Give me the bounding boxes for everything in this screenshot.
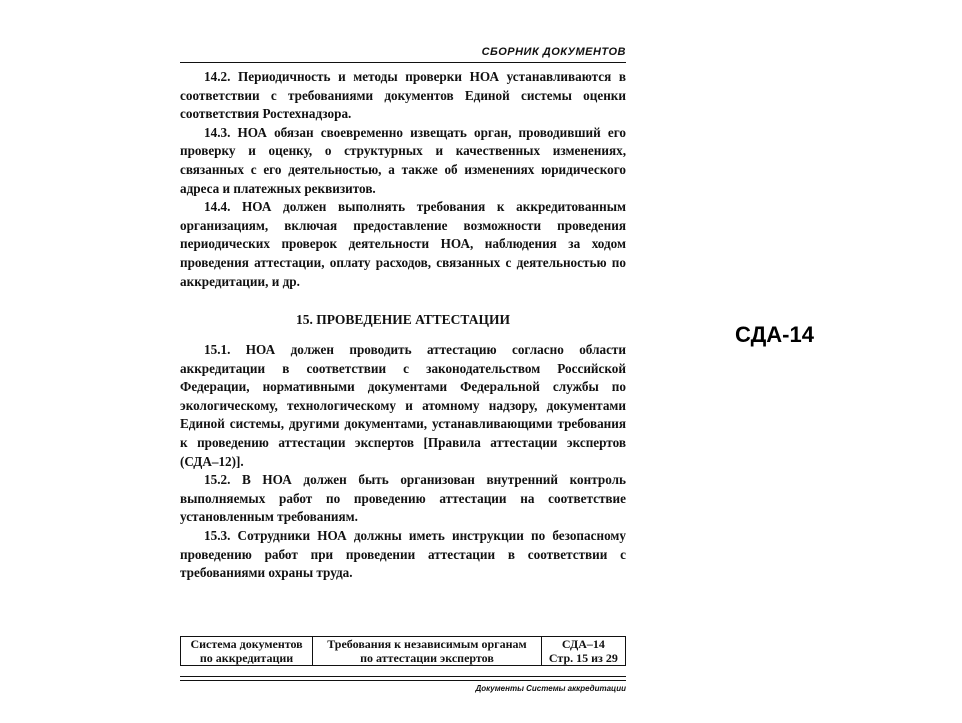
footer-title-line2: по аттестации экспертов [360, 651, 494, 665]
section-title: 15. ПРОВЕДЕНИЕ АТТЕСТАЦИИ [295, 312, 510, 327]
paragraph-15-3: 15.3. Сотрудники НОА должны иметь инструкции по безопасному проведению работ при проведении аттестации в соответствии с требованиями охраны труда. [180, 527, 626, 581]
paragraph-14-3: 14.3. НОА обязан своевременно извещать орган, проводивший его проверку и оценку, о структурных и качественных изменениях, связанных с его деятельностью, а также об изменениях юридического адреса и платежных реквизитов. [180, 124, 626, 196]
footer-system-line1: Система документов [190, 637, 303, 651]
footer-cell-system [181, 637, 313, 666]
footer-note: Документы Системы аккредитации [475, 684, 626, 693]
body-text-bottom [180, 341, 626, 583]
footer-code: СДА–14 [561, 637, 605, 651]
paragraph-14-2: 14.2. Периодичность и методы проверки НОА устанавливаются в соответствии с требованиями документов Единой системы оценки соответствия Ростехнадзора. [180, 69, 626, 122]
paragraph-15-1: 15.1. НОА должен проводить аттестацию согласно области аккредитации в соответствии с законодательством Российской Федерации, нормативными документами Федеральной службы по экологическому, технологическому и атомному надзору, документами Единой системы, другими документами, устанавливающими требования к проведению аттестации экспертов [Правила аттестации экспертов (СДА–12)]. [180, 342, 626, 469]
side-label: СДА-14 [735, 322, 814, 347]
footer-rule [180, 676, 626, 677]
running-header: СБОРНИК ДОКУМЕНТОВ [481, 46, 626, 58]
footer-cell-title [313, 637, 542, 666]
footer-cell-code [541, 637, 625, 666]
footer-rule-secondary [180, 680, 626, 681]
header-rule [180, 62, 626, 63]
footer-table [180, 636, 626, 666]
footer-title-line1: Требования к независимым органам [327, 637, 527, 651]
paragraph-15-2: 15.2. В НОА должен быть организован внутренний контроль выполняемых работ по проведению аттестации на соответствие установленным требованиям. [180, 472, 626, 525]
footer-system-line2: по аккредитации [199, 651, 294, 665]
body-text-top [180, 68, 626, 291]
paragraph-14-4: 14.4. НОА должен выполнять требования к аккредитованным организациям, включая предоставление возможности проведения периодических проверок деятельности НОА, наблюдения за ходом проведения аттестации, оплату расходов, связанных с деятельностью по аккредитации, и др. [180, 199, 626, 289]
footer-page-number: Стр. 15 из 29 [548, 651, 618, 665]
